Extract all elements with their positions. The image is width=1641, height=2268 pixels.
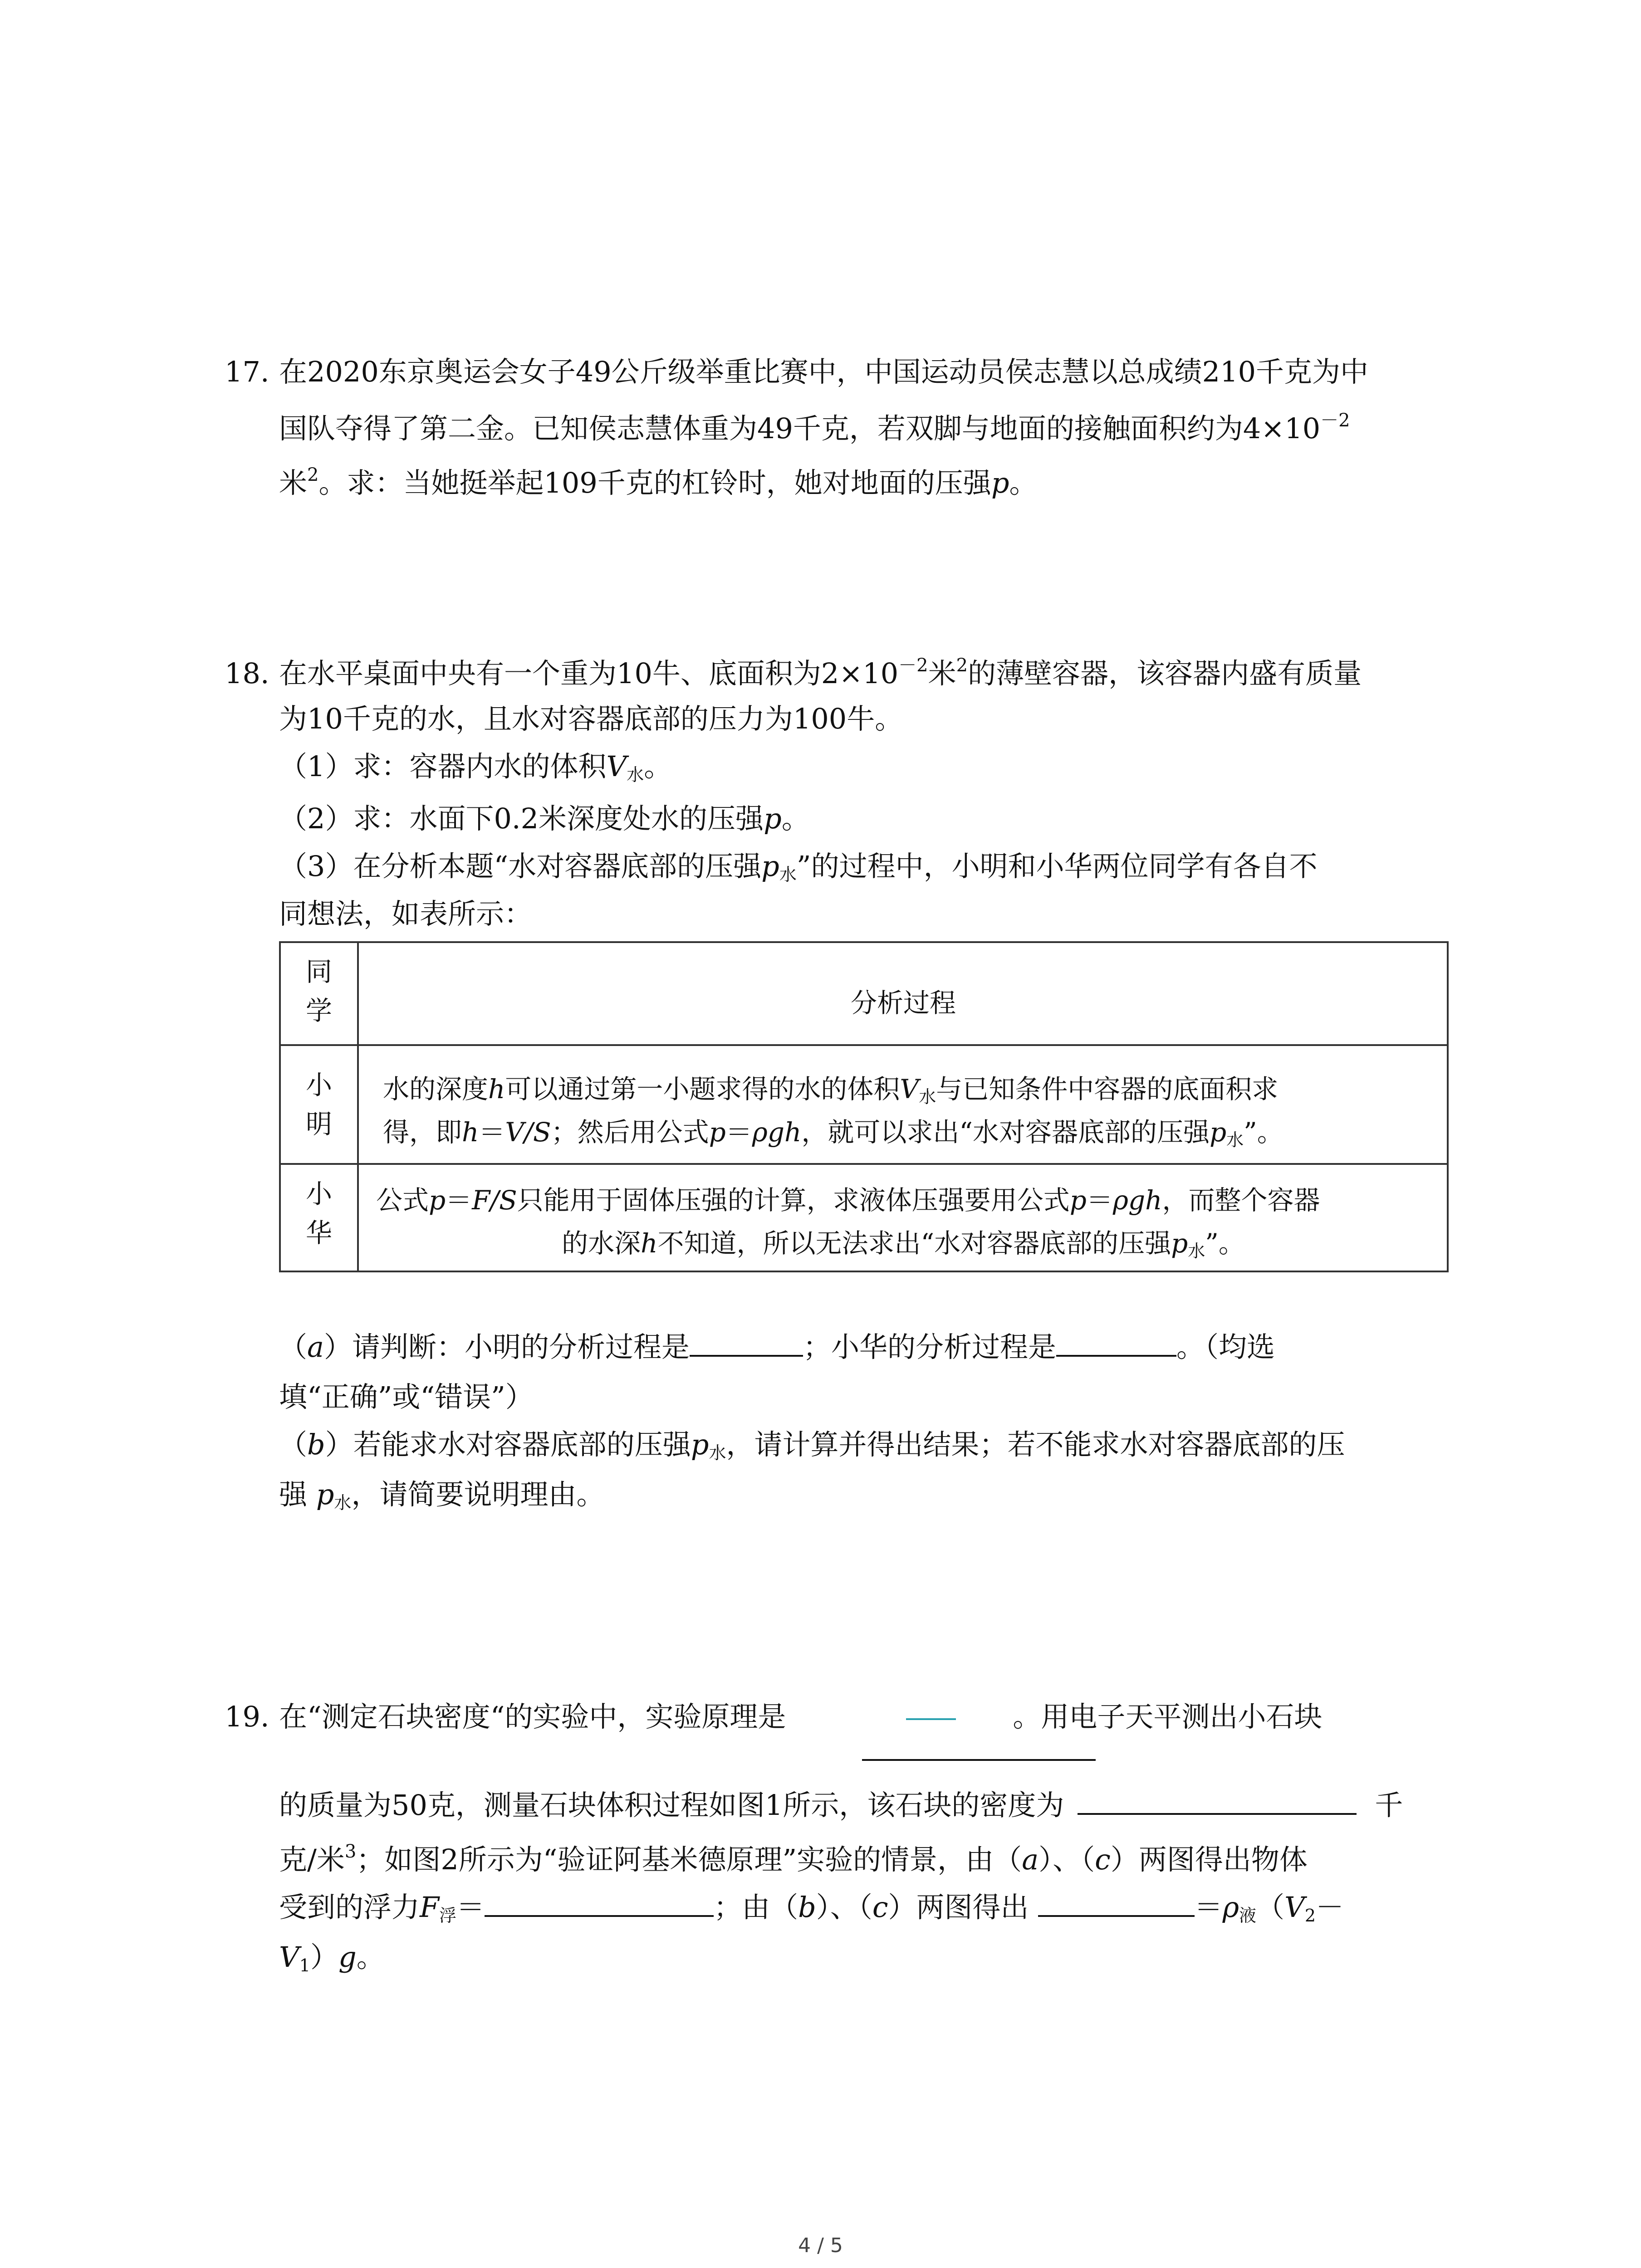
answer-blank-xiaohua[interactable] <box>1056 1330 1176 1357</box>
q18-line-1: 18. 在水平桌面中央有一个重为10牛、底面积为$2\times 10^{-2}$米$^2$的薄壁容器，该容器内盛有质量 <box>225 655 1362 690</box>
analysis-table <box>279 941 1449 1272</box>
q18-part-b-line-1: （b）若能求水对容器底部的压强$p_水$，请计算并得出结果；若不能求水对容器底部的压 <box>279 1428 1345 1463</box>
q18-sub-2: （2）求：水面下0.2米深度处水的压强p。 <box>279 802 810 835</box>
table-row-divider <box>281 1044 1447 1046</box>
q18-sub-3: （3）在分析本题“水对容器底部的压强$p_水$”的过程中，小明和小华两位同学有各自不 <box>279 850 1318 885</box>
q17-line-2: 国队夺得了第二金。已知侯志慧体重为49千克，若双脚与地面的接触面积约为$4\times 10^{-2}$ <box>279 410 1350 445</box>
q18-part-b-line-2: 强 $p_水$，请简要说明理由。 <box>279 1478 605 1513</box>
q19-line-4: 受到的浮力$F_浮=$ ；由（b）、（c）两图得出 $=\rho_液(V_2-$ <box>279 1891 1344 1926</box>
q19-line-1: 19. 在“测定石块密度“的实验中，实验原理是 。用电子天平测出小石块 <box>225 1700 1323 1733</box>
q18-line-2: 为10千克的水，且水对容器底部的压力为100牛。 <box>279 702 903 735</box>
q18-sub-3-line-2: 同想法，如表所示： <box>279 897 533 930</box>
archimedes-answer-blank[interactable] <box>1038 1891 1195 1917</box>
answer-blank-xiaoming[interactable] <box>690 1330 803 1357</box>
q17-line-1: 17. 在2020东京奥运会女子49公斤级举重比赛中，中国运动员侯志慧以总成绩210千克为中 <box>225 355 1369 388</box>
q18-part-a-line-2: 填“正确”或“错误”） <box>279 1380 534 1413</box>
page-number: 4 / 5 <box>798 2234 843 2257</box>
principle-answer-blank[interactable] <box>862 1759 1096 1761</box>
row-xiaoming-name: 小 明 <box>305 1070 332 1139</box>
row-xiaohua-text-2: 的水深h不知道，所以无法求出“水对容器底部的压强$p_水$”。 <box>562 1228 1245 1261</box>
density-answer-blank[interactable] <box>1078 1789 1357 1815</box>
q19-line-2: 的质量为50克，测量石块体积过程如图1所示，该石块的密度为 千 <box>279 1789 1403 1822</box>
formula-fraction-bar <box>906 1718 956 1720</box>
row-xiaoming-text-1: 水的深度h可以通过第一小题求得的水的体积$V_水$与已知条件中容器的底面积求 <box>383 1074 1279 1107</box>
q18-sub-1: （1）求：容器内水的体积$V_水$。 <box>279 750 672 785</box>
q18-part-a-line-1: （a）请判断：小明的分析过程是 ；小华的分析过程是 。（均选 <box>279 1330 1275 1364</box>
q17-line-3: 米$^2$。求：当她挺举起109千克的杠铃时，她对地面的压强p。 <box>279 464 1038 499</box>
buoyancy-answer-blank[interactable] <box>485 1891 714 1917</box>
q17-number: 17. <box>225 355 269 388</box>
row-xiaoming-text-2: 得，即h＝V/S；然后用公式p＝ρgh，就可以求出“水对容器底部的压强$p_水$”。 <box>383 1117 1283 1150</box>
header-student: 同 学 <box>305 956 332 1026</box>
q19-number: 19. <box>225 1700 269 1733</box>
q19-line-3: 克/米$^3$；如图2所示为“验证阿基米德原理”实验的情景，由（a）、（c）两图得出物体 <box>279 1841 1308 1876</box>
row-xiaohua-name: 小 华 <box>305 1178 332 1248</box>
q19-line-5: $V_1)g$。 <box>279 1941 385 1975</box>
q18-number: 18. <box>225 657 269 690</box>
table-row-divider <box>281 1163 1447 1165</box>
header-analysis: 分析过程 <box>850 987 956 1018</box>
row-xiaohua-text-1: 公式p＝F/S只能用于固体压强的计算，求液体压强要用公式p＝ρgh，而整个容器 <box>376 1185 1320 1216</box>
